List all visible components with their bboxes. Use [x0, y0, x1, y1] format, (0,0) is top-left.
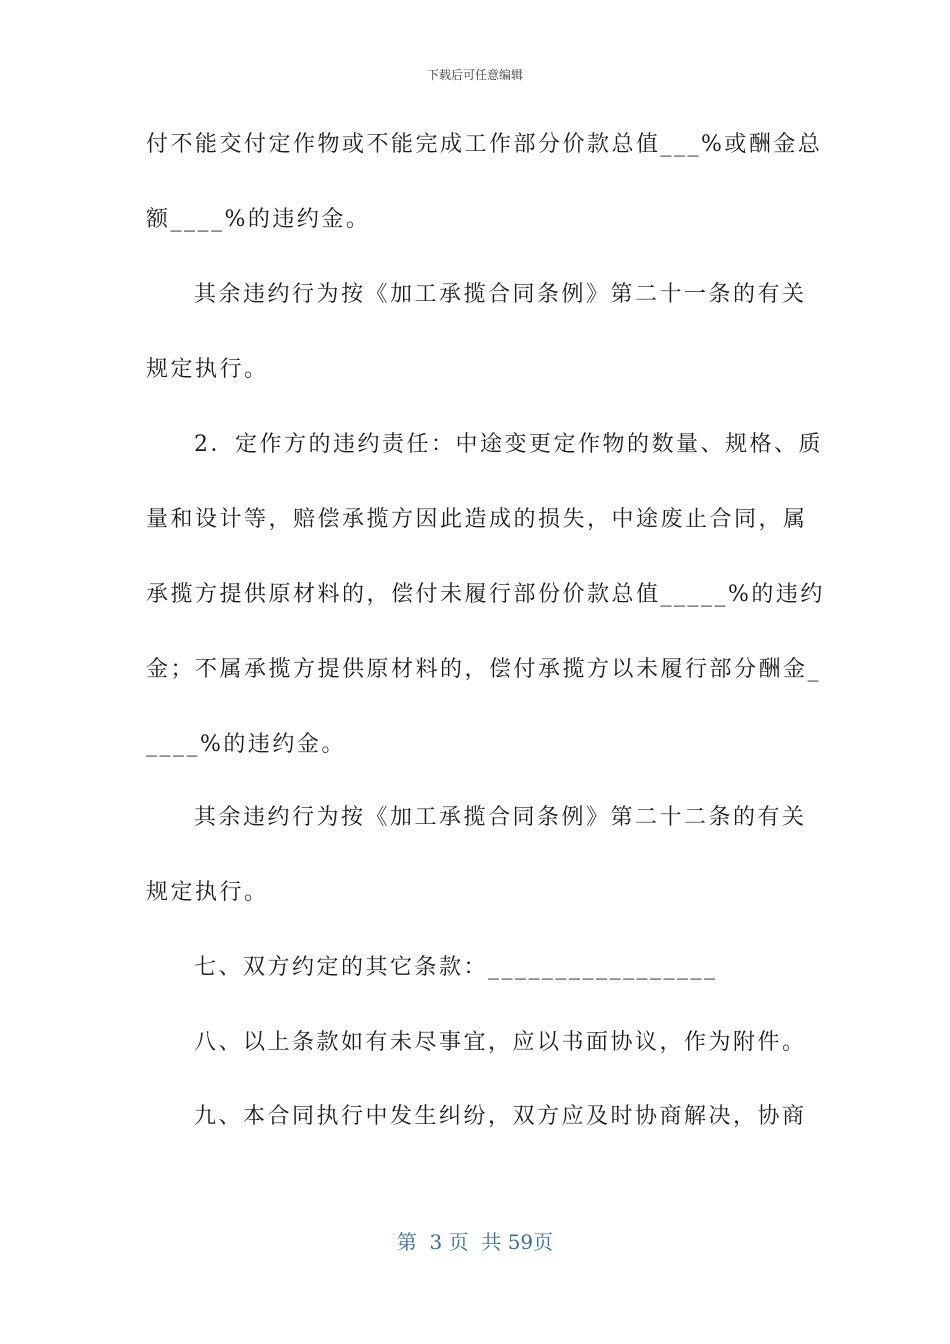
text-line: 付不能交付定作物或不能完成工作部分价款总值___%或酬金总 [146, 132, 823, 157]
text-line: 其余违约行为按《加工承揽合同条例》第二十一条的有关 [194, 282, 807, 307]
text-line: 额____%的违约金。 [146, 207, 371, 232]
text-line: 七、双方约定的其它条款：_________________ [194, 955, 718, 980]
text-line: 承揽方提供原材料的，偿付未履行部份价款总值_____%的违约 [146, 582, 825, 607]
text-line: 量和设计等，赔偿承揽方因此造成的损失，中途废止合同，属 [146, 507, 808, 532]
text-line: 八、以上条款如有未尽事宜，应以书面协议，作为附件。 [194, 1030, 807, 1055]
header-note: 下载后可任意编辑 [426, 68, 523, 82]
text-line: 九、本合同执行中发生纠纷，双方应及时协商解决，协商 [194, 1104, 807, 1129]
page-number: 第 3 页 共 59页 [396, 1230, 554, 1254]
text-line: 规定执行。 [146, 357, 269, 382]
text-line: 2．定作方的违约责任：中途变更定作物的数量、规格、质 [194, 432, 823, 457]
text-line: 规定执行。 [146, 880, 269, 905]
text-line: 其余违约行为按《加工承揽合同条例》第二十二条的有关 [194, 805, 807, 830]
text-line: ____%的违约金。 [146, 732, 346, 757]
text-line: 金；不属承揽方提供原材料的，偿付承揽方以未履行部分酬金_ [146, 657, 822, 682]
